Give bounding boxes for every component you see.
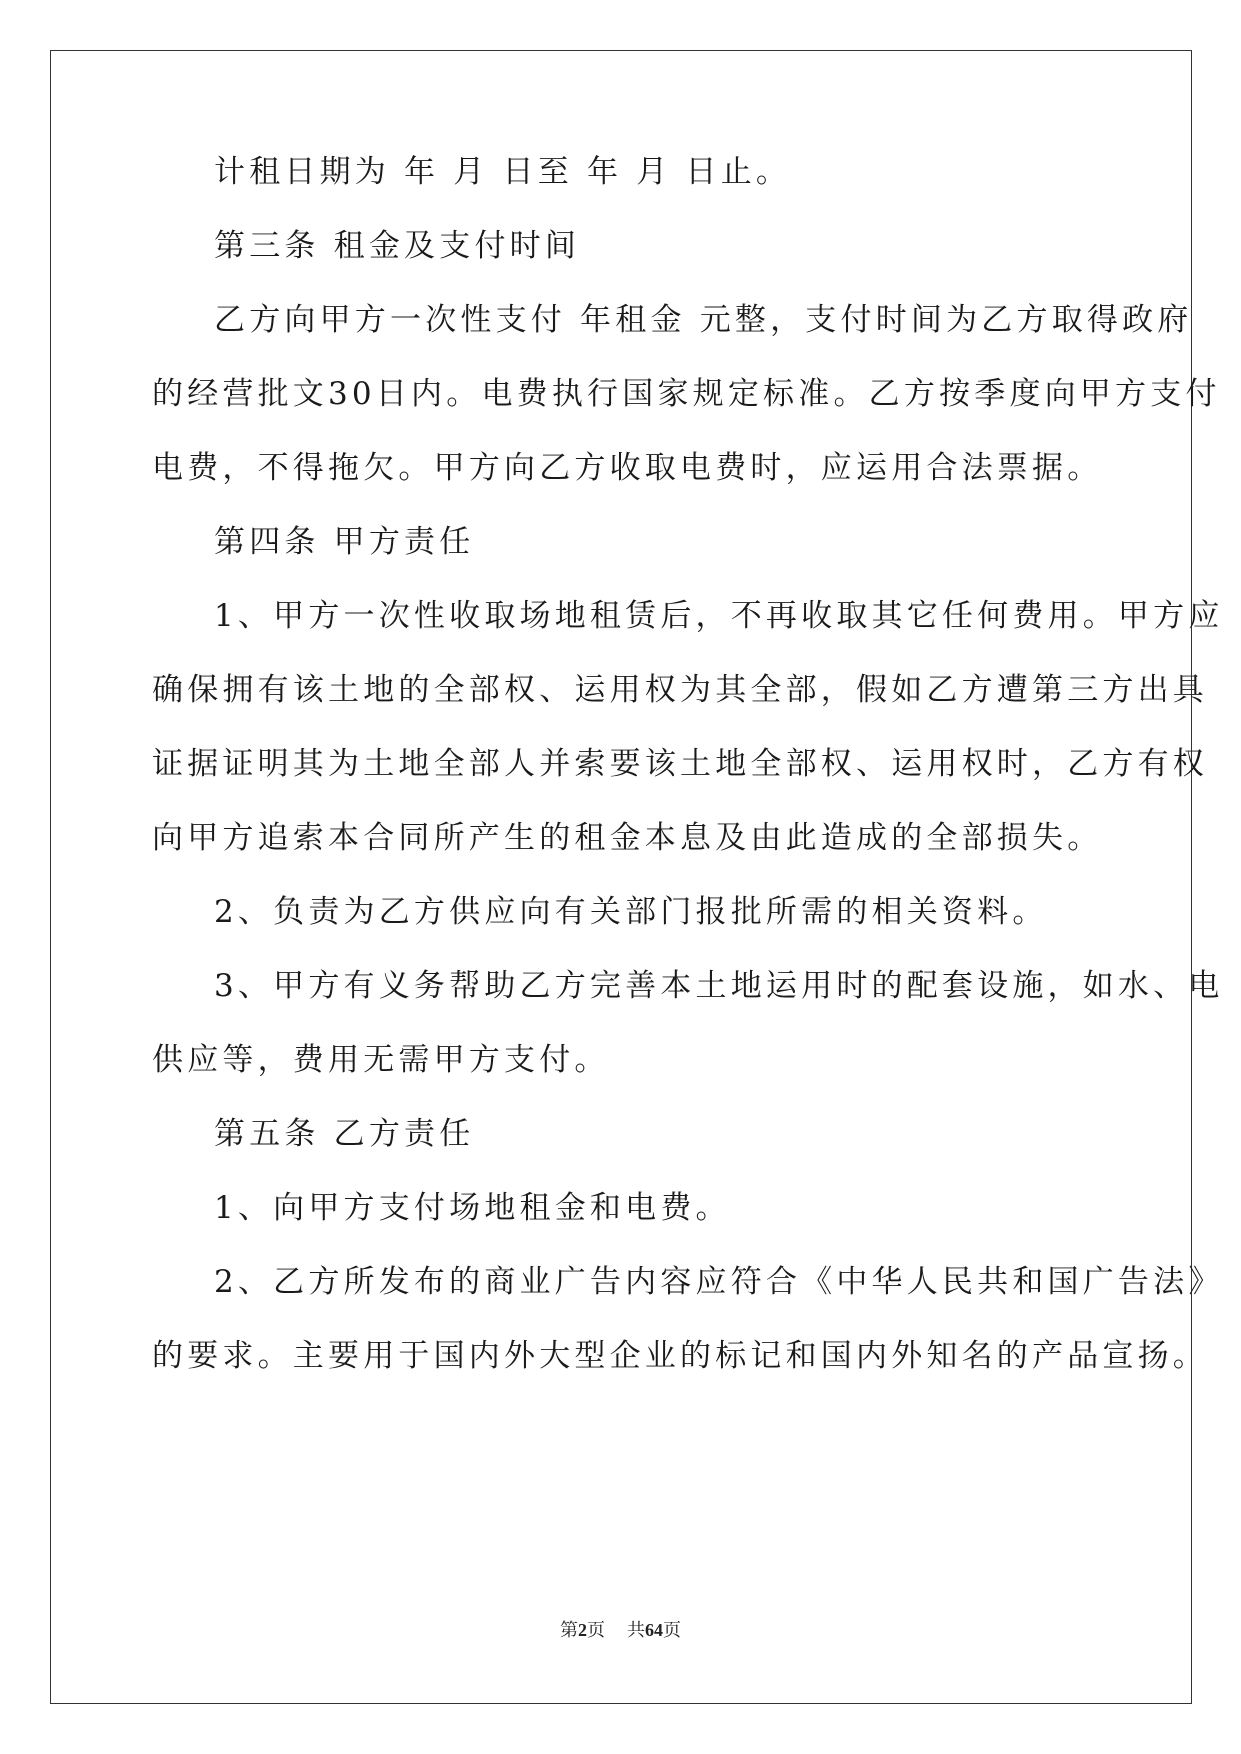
page-suffix: 页: [587, 1620, 605, 1640]
page-border: [50, 50, 1192, 1704]
paragraph-line: 2、负责为乙方供应向有关部门报批所需的相关资料。: [214, 894, 1048, 930]
paragraph-line: 2、乙方所发布的商业广告内容应符合《中华人民共和国广告法》: [214, 1264, 1224, 1300]
section-heading: 第三条 租金及支付时间: [214, 228, 581, 264]
paragraph-line: 1、甲方一次性收取场地租赁后，不再收取其它任何费用。甲方应: [214, 598, 1224, 634]
paragraph-line: 证据证明其为土地全部人并索要该土地全部权、运用权时，乙方有权: [152, 746, 1208, 782]
current-page-number: 2: [578, 1620, 587, 1640]
section-heading: 第五条 乙方责任: [214, 1116, 475, 1152]
paragraph-line: 的经营批文30日内。电费执行国家规定标准。乙方按季度向甲方支付: [152, 376, 1221, 412]
paragraph-line: 的要求。主要用于国内外大型企业的标记和国内外知名的产品宣扬。: [152, 1338, 1208, 1374]
paragraph-line: 向甲方追索本合同所产生的租金本息及由此造成的全部损失。: [152, 820, 1103, 856]
page-footer: [0, 1618, 1241, 1642]
paragraph-line: 乙方向甲方一次性支付 年租金 元整，支付时间为乙方取得政府: [214, 302, 1193, 338]
total-page-count: 64: [645, 1620, 663, 1640]
paragraph-line: 3、甲方有义务帮助乙方完善本土地运用时的配套设施，如水、电: [214, 968, 1224, 1004]
total-prefix: 共: [627, 1620, 645, 1640]
paragraph-line: 供应等，费用无需甲方支付。: [152, 1042, 610, 1078]
paragraph-line: 计租日期为 年 月 日至 年 月 日止。: [214, 154, 792, 190]
section-heading: 第四条 甲方责任: [214, 524, 475, 560]
paragraph-line: 电费，不得拖欠。甲方向乙方收取电费时，应运用合法票据。: [152, 450, 1103, 486]
paragraph-line: 确保拥有该土地的全部权、运用权为其全部，假如乙方遭第三方出具: [152, 672, 1208, 708]
total-suffix: 页: [663, 1620, 681, 1640]
page-prefix: 第: [560, 1620, 578, 1640]
paragraph-line: 1、向甲方支付场地租金和电费。: [214, 1190, 731, 1226]
